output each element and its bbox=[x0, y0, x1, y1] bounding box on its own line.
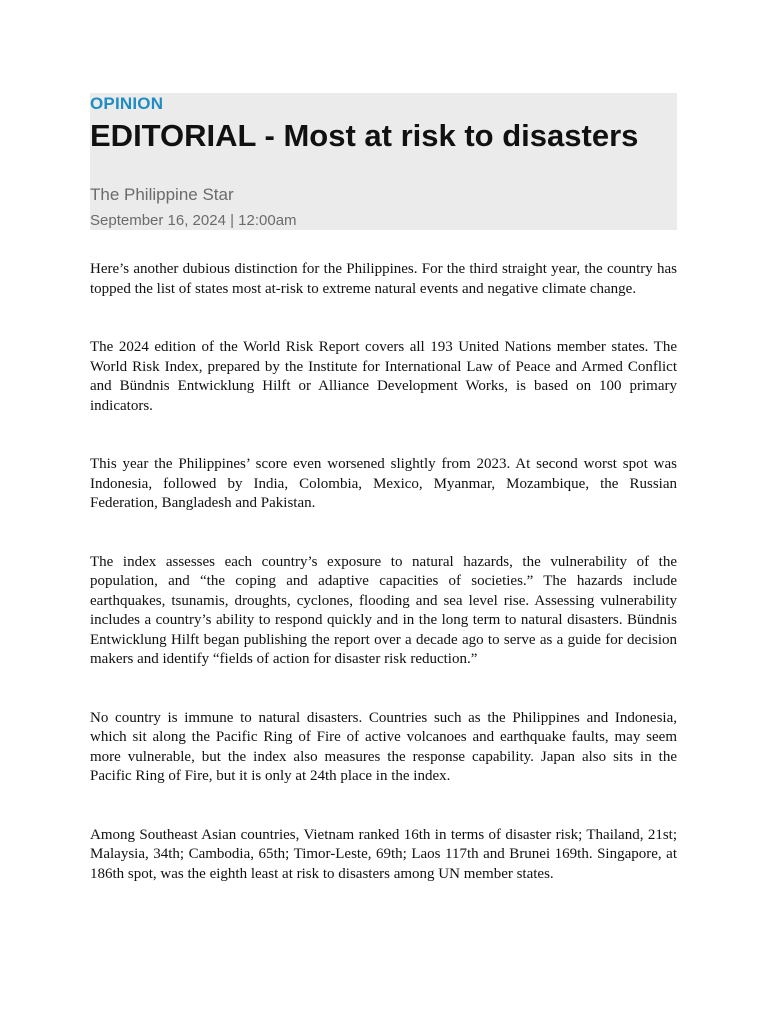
article-paragraph: This year the Philippines’ score even worsened slightly from 2023. At second worst spot was Indonesia, followed by India, Colombia, Mexico, Myanmar, Mozambique, the Russian Federation, Bangladesh and Pakistan. bbox=[90, 456, 677, 511]
article-paragraph: The index assesses each country’s exposure to natural hazards, the vulnerability of the population, and “the coping and adaptive capacities of societies.” The hazards include earthquakes, tsunamis, droughts, cyclones, flooding and sea level rise. Assessing vulnerability includes a country’s ability to respond quickly and in the long term to natural disasters. Bündnis Entwicklung Hilft began publishing the report over a decade ago to serve as a guide for decision makers and identify “fields of action for disaster risk reduction.” bbox=[90, 553, 677, 667]
article-dateline: September 16, 2024 | 12:00am bbox=[90, 212, 297, 229]
article-paragraph: Here’s another dubious distinction for the Philippines. For the third straight year, the country has topped the list of states most at-risk to extreme natural events and negative climate change. bbox=[90, 261, 677, 297]
article-body bbox=[90, 260, 677, 884]
article-paragraph: No country is immune to natural disasters. Countries such as the Philippines and Indonesia, which sit along the Pacific Ring of Fire of active volcanoes and earthquake faults, may seem more vulnerable, but the index also measures the response capability. Japan also sits in the Pacific Ring of Fire, but it is only at 24th place in the index. bbox=[90, 709, 677, 784]
article-source: The Philippine Star bbox=[90, 185, 234, 204]
section-kicker[interactable]: OPINION bbox=[90, 94, 164, 113]
article-paragraph: The 2024 edition of the World Risk Report covers all 193 United Nations member states. The World Risk Index, prepared by the Institute for International Law of Peace and Armed Conflict and Bündnis Entwicklung Hilft or Alliance Development Works, is based on 100 primary indicators. bbox=[90, 339, 677, 414]
article-headline: EDITORIAL - Most at risk to disasters bbox=[90, 118, 639, 153]
article-paragraph: Among Southeast Asian countries, Vietnam ranked 16th in terms of disaster risk; Thailand, 21st; Malaysia, 34th; Cambodia, 65th; Timor-Leste, 69th; Laos 117th and Brunei 169th. Singapore, at 186th spot, was the eighth least at risk to disasters among UN member states. bbox=[90, 826, 677, 882]
article-header bbox=[90, 93, 677, 230]
article-header-container bbox=[90, 93, 677, 230]
